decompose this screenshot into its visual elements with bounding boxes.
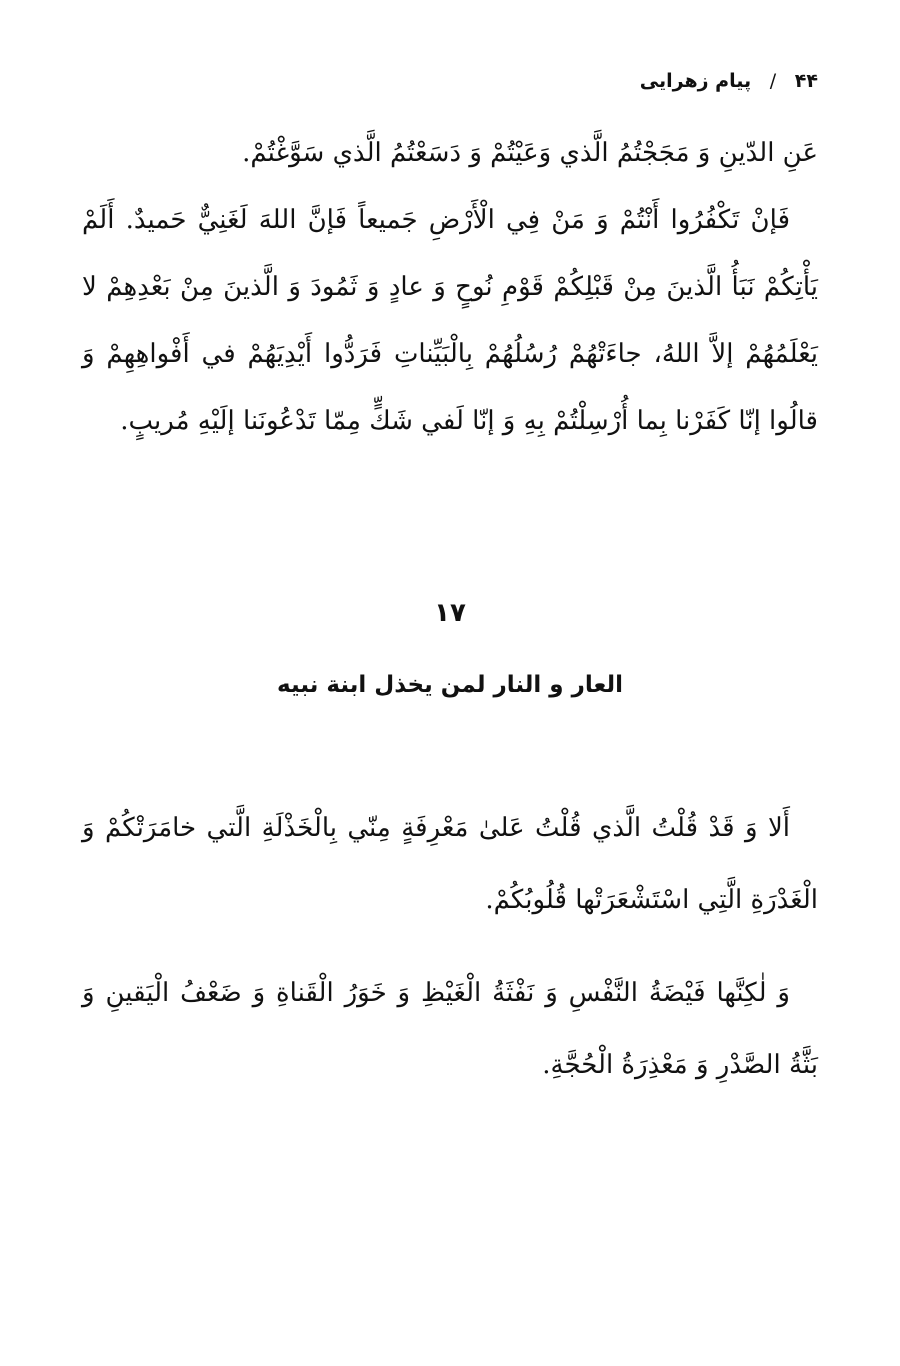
section-paragraph-1 [82, 792, 818, 936]
section-paragraph-1-text: أَلا وَ قَدْ قُلْتُ الَّذي قُلْتُ عَلىٰ مَعْرِفَةٍ مِنّي بِالْخَذْلَةِ الَّتي خامَرَتْكُمْ وَ الْغَدْرَةِ الَّتِي اسْتَشْعَرَتْها قُلُوبُكُمْ. [82, 813, 818, 915]
book-title: پیام زهرایی [639, 70, 752, 92]
running-header [640, 70, 818, 92]
section-paragraph-2-text: وَ لٰكِنَّها فَيْضَةُ النَّفْسِ وَ نَفْثَةُ الْغَيْظِ وَ خَوَرُ الْقَناةِ وَ ضَعْفُ الْيَقينِ وَ بَثَّةُ الصَّدْرِ وَ مَعْذِرَةُ الْحُجَّةِ. [82, 978, 818, 1080]
header-separator: / [769, 70, 777, 92]
section-number: ۱۷ [434, 598, 466, 628]
section-paragraph-2 [82, 957, 818, 1101]
continued-line: عَنِ الدّينِ وَ مَجَجْتُمُ الَّذي وَعَيْتُمْ وَ دَسَعْتُمُ الَّذي سَوَّغْتُمْ. [242, 138, 818, 168]
passage-paragraph: فَإنْ تَكْفُرُوا أَنْتُمْ وَ مَنْ فِي الْأَرْضِ جَميعاً فَإنَّ اللهَ لَغَنِيٌّ حَميدٌ. أَلَمْ يَأْتِكُمْ نَبَأُ الَّذينَ مِنْ قَبْلِكُمْ قَوْمِ نُوحٍ وَ عادٍ وَ ثَمُودَ وَ الَّذينَ مِنْ بَعْدِهِمْ لا يَعْلَمُهُمْ إلاَّ اللهُ، جاءَتْهُمْ رُسُلُهُمْ بِالْبَيِّناتِ فَرَدُّوا أَيْدِيَهُمْ في أَفْواهِهِمْ وَ قالُوا إنّا كَفَرْنا بِما أُرْسِلْتُمْ بِهِ وَ إنّا لَفي شَكٍّ مِمّا تَدْعُونَنا إلَيْهِ مُريبٍ. [82, 205, 818, 436]
section-title: العار و النار لمن يخذل ابنة نبيه [277, 672, 623, 698]
page-number: ۴۴ [794, 70, 818, 92]
passage-continued [82, 120, 818, 455]
